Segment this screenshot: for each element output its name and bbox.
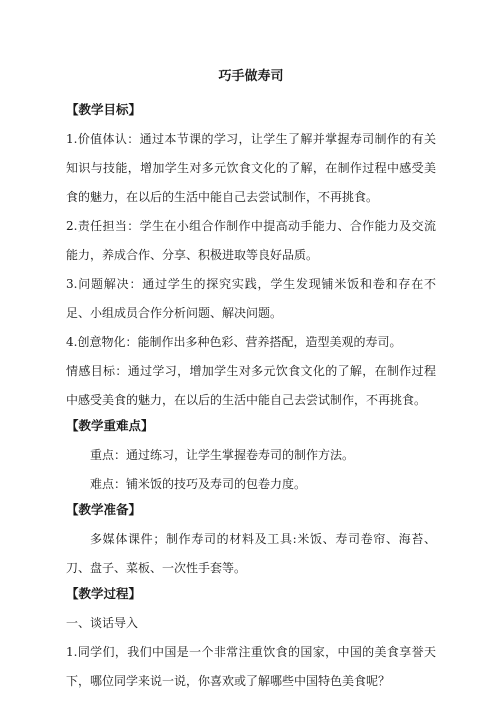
paragraph: 2.责任担当：学生在小组合作制作中提高动手能力、合作能力及交流能力，养成合作、分享、积极进取等良好品质。 [66, 219, 436, 262]
paragraph: 1.价值体认：通过本节课的学习，让学生了解并掌握寿司制作的有关知识与技能，增加学生对多元饮食文化的了解，在制作过程中感受美食的魅力，在以后的生活中能自己去尝试制作，不再挑食。 [66, 132, 436, 204]
paragraph: 3.问题解决：通过学生的探究实践，学生发现铺米饭和卷和存在不足、小组成员合作分析问题、解决问题。 [66, 277, 436, 320]
paragraph: 情感目标：通过学习，增加学生对多元饮食文化的了解，在制作过程中感受美食的魅力，在以后的生活中能自己去尝试制作，不再挑食。 [66, 364, 436, 407]
paragraph: 一、谈话导入 [66, 616, 139, 630]
section-teaching-process [66, 585, 436, 696]
paragraph: 难点：铺米饭的技巧及寿司的包卷力度。 [90, 477, 307, 491]
section-heading: 【教学过程】 [66, 586, 142, 601]
section-heading: 【教学目标】 [66, 102, 142, 117]
section-key-difficult-points [66, 417, 436, 499]
paragraph: 1.同学们，我们中国是一个非常注重饮食的国家，中国的美食享誉天下，哪位同学来说一说，你喜欢或了解哪些中国特色美食呢？ [66, 645, 436, 688]
paragraph: 重点：通过练习，让学生掌握卷寿司的制作方法。 [90, 448, 355, 462]
section-teaching-preparation [66, 501, 436, 583]
section-heading: 【教学重难点】 [66, 418, 154, 433]
document-title: 巧手做寿司 [218, 69, 284, 84]
section-heading: 【教学准备】 [66, 502, 142, 517]
paragraph: 多媒体课件；制作寿司的材料及工具:米饭、寿司卷帘、海苔、刀、盘子、菜板、一次性手套等。 [66, 532, 436, 575]
section-teaching-objectives [66, 101, 436, 415]
paragraph: 4.创意物化：能制作出多种色彩、营养搭配，造型美观的寿司。 [66, 335, 402, 349]
